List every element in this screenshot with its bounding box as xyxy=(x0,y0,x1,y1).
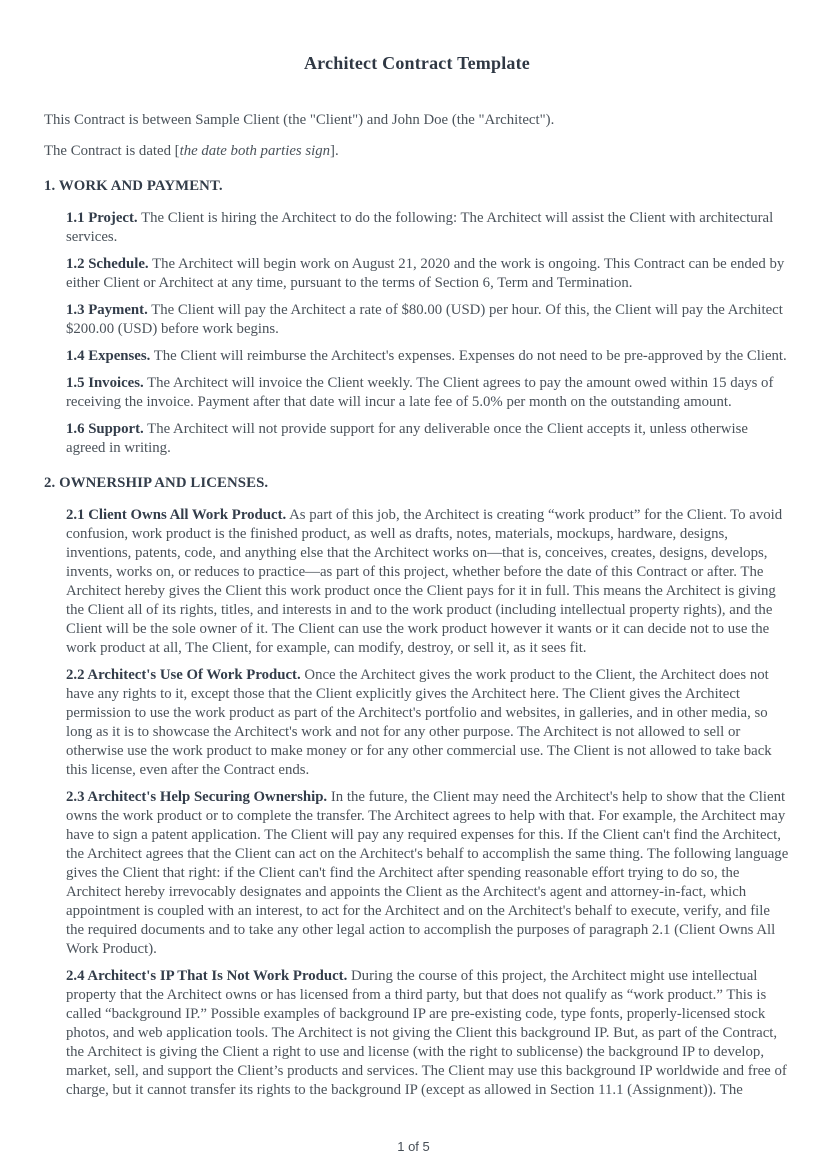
page-number-footer: 1 of 5 xyxy=(397,1139,430,1154)
clause-label: 1.6 Support. xyxy=(66,421,144,437)
clause-2-3 xyxy=(44,788,790,959)
clause-label: 2.2 Architect's Use Of Work Product. xyxy=(66,667,301,683)
clause-text: The Architect will begin work on August 21, 2020 and the work is ongoing. This Contract can be ended by either Client or Architect at any time, pursuant to the terms of Section 6, Term and Termination. xyxy=(66,256,785,291)
clause-label: 2.1 Client Owns All Work Product. xyxy=(66,507,287,523)
clause-label: 1.5 Invoices. xyxy=(66,375,144,391)
intro-date-prefix: The Contract is dated [ xyxy=(44,143,180,159)
section-heading: 2. OWNERSHIP AND LICENSES. xyxy=(44,475,269,491)
clause-text: Once the Architect gives the work product to the Client, the Architect does not have any rights to it, except those that the Client explicitly gives the Architect here. The Client gives the Architect permission to use the work product as part of the Architect's portfolio and websites, in galleries, and in other media, so long as it is to showcase the Architect's work and not for any other purpose. The Architect is not allowed to sell or otherwise use the work product to make money or for any other commercial use. The Client is not allowed to take back this license, even after the Contract ends. xyxy=(66,667,772,778)
section-ownership-and-licenses xyxy=(44,474,790,1100)
clause-text: During the course of this project, the Architect might use intellectual property that the Architect owns or has licensed from a third party, but that does not qualify as “work product.” This is called “background IP.” Possible examples of background IP are pre-existing code, type fonts, properly-licensed stock photos, and web application tools. The Architect is not giving the Client this background IP. But, as part of the Contract, the Architect is giving the Client a right to use and license (with the right to sublicense) the background IP to develop, market, sell, and support the Client’s products and services. The Client may use this background IP worldwide and free of charge, but it cannot transfer its rights to the background IP (except as allowed in Section 11.1 (Assignment)). The xyxy=(66,968,787,1098)
clause-text: The Architect will not provide support for any deliverable once the Client accepts it, unless otherwise agreed in writing. xyxy=(66,421,748,456)
clause-label: 1.4 Expenses. xyxy=(66,348,151,364)
clause-text: The Client will pay the Architect a rate of $80.00 (USD) per hour. Of this, the Client will pay the Architect $200.00 (USD) before work begins. xyxy=(66,302,783,337)
clause-1-2 xyxy=(44,255,790,293)
clause-label: 1.2 Schedule. xyxy=(66,256,149,272)
clause-text: The Architect will invoice the Client weekly. The Client agrees to pay the amount owed within 15 days of receiving the invoice. Payment after that date will incur a late fee of 5.0% per month on the outstanding amount. xyxy=(66,375,774,410)
intro-date-suffix: ]. xyxy=(330,143,339,159)
clause-2-1 xyxy=(44,506,790,658)
section-heading: 1. WORK AND PAYMENT. xyxy=(44,178,223,194)
clause-text: In the future, the Client may need the Architect's help to show that the Client owns the work product or to complete the transfer. The Architect agrees to help with that. For example, the Architect may have to sign a patent application. The Client will pay any required expenses for this. If the Client can't find the Architect, the Architect agrees that the Client can act on the Architect's behalf to accomplish the same thing. The following language gives the Client that right: if the Client can't find the Architect after spending reasonable effort trying to do so, the Architect hereby irrevocably designates and appoints the Client as the Architect's agent and attorney-in-fact, which appointment is coupled with an interest, to act for the Architect and on the Architect's behalf to execute, verify, and file the required documents and to take any other legal action to accomplish the purposes of paragraph 2.1 (Client Owns All Work Product). xyxy=(66,789,789,957)
document-title: Architect Contract Template xyxy=(303,53,530,73)
clause-text: The Client is hiring the Architect to do the following: The Architect will assist the Client with architectural services. xyxy=(66,210,774,245)
intro-parties-line: This Contract is between Sample Client (the "Client") and John Doe (the "Architect"). xyxy=(44,112,555,128)
clause-1-5 xyxy=(44,374,790,412)
clause-2-4 xyxy=(44,967,790,1100)
clause-text: As part of this job, the Architect is creating “work product” for the Client. To avoid confusion, work product is the finished product, as well as drafts, notes, materials, mockups, hardware, designs, inventions, patents, code, and anything else that the Architect works on—that is, conceives, creates, designs, develops, invents, works on, or reduces to practice—as part of this project, whether before the date of this Contract or after. The Architect hereby gives the Client this work product once the Client pays for it in full. This means the Architect is giving the Client all of its rights, titles, and interests in and to the work product (including intellectual property rights), and the Client will be the sole owner of it. The Client can use the work product however it wants or it can decide not to use the work product at all, The Client, for example, can modify, destroy, or sell it, as it sees fit. xyxy=(66,507,783,656)
clause-2-2 xyxy=(44,666,790,780)
section-work-and-payment xyxy=(44,177,790,458)
clause-1-3 xyxy=(44,301,790,339)
clause-text: The Client will reimburse the Architect's expenses. Expenses do not need to be pre-approved by the Client. xyxy=(153,348,787,364)
date-placeholder-text: the date both parties sign xyxy=(179,143,331,159)
clause-1-1 xyxy=(44,209,790,247)
clause-label: 2.4 Architect's IP That Is Not Work Product. xyxy=(66,968,348,984)
intro-date-line xyxy=(44,142,790,161)
clause-label: 2.3 Architect's Help Securing Ownership. xyxy=(66,789,328,805)
clause-1-6 xyxy=(44,420,790,458)
clause-1-4 xyxy=(44,347,790,366)
clause-label: 1.1 Project. xyxy=(66,210,138,226)
clause-label: 1.3 Payment. xyxy=(66,302,148,318)
